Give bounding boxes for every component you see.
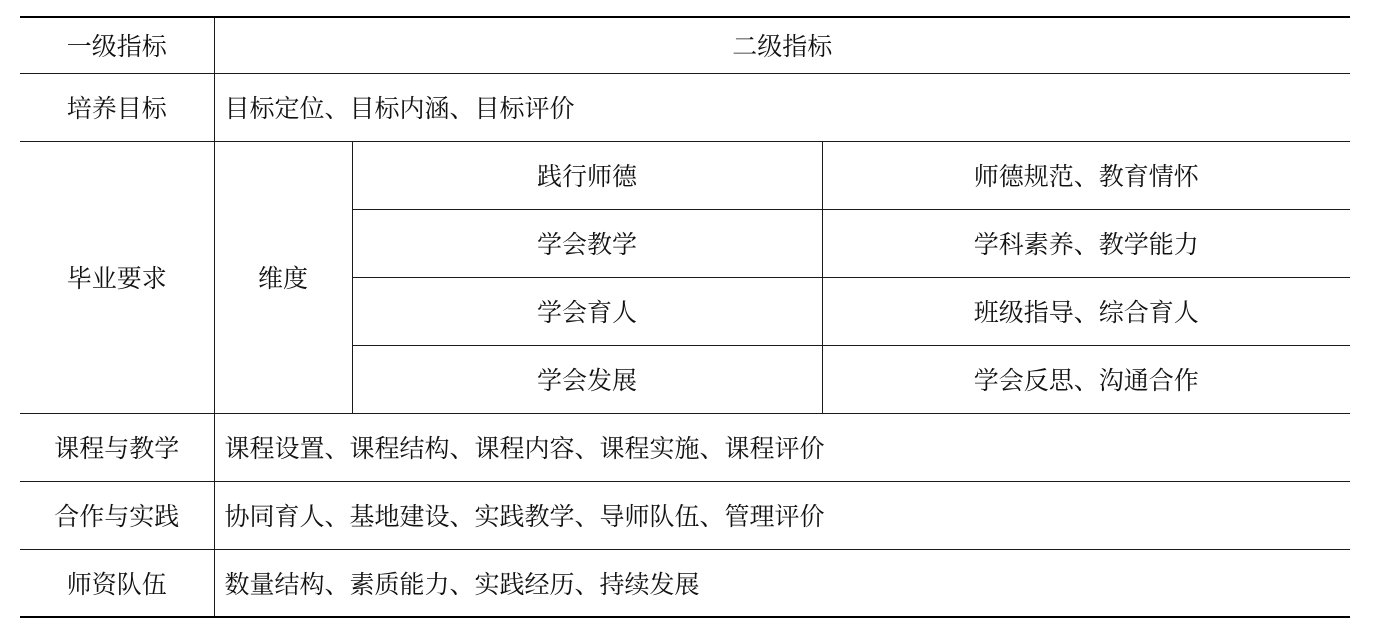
- dimension-name: 践行师德: [352, 141, 822, 209]
- dimension-items: 学科素养、教学能力: [822, 209, 1350, 277]
- row-level2: 目标定位、目标内涵、目标评价: [214, 73, 1350, 141]
- table-row: [20, 141, 1350, 209]
- table-row: [20, 481, 1350, 549]
- table-row: [20, 73, 1350, 141]
- dimension-name: 学会育人: [352, 277, 822, 345]
- dimension-label: 维度: [214, 141, 352, 413]
- indicator-table: [20, 16, 1350, 618]
- table-row: [20, 549, 1350, 617]
- row-level2: 课程设置、课程结构、课程内容、课程实施、课程评价: [214, 413, 1350, 481]
- header-level2: 二级指标: [214, 17, 1350, 73]
- row-level2: 数量结构、素质能力、实践经历、持续发展: [214, 549, 1350, 617]
- row-level1: 合作与实践: [20, 481, 214, 549]
- row-level1: 毕业要求: [20, 141, 214, 413]
- table-header-row: [20, 17, 1350, 73]
- row-level1: 课程与教学: [20, 413, 214, 481]
- dimension-items: 学会反思、沟通合作: [822, 345, 1350, 413]
- header-level1: 一级指标: [20, 17, 214, 73]
- dimension-name: 学会教学: [352, 209, 822, 277]
- indicator-table-container: [20, 16, 1350, 618]
- dimension-items: 班级指导、综合育人: [822, 277, 1350, 345]
- dimension-name: 学会发展: [352, 345, 822, 413]
- row-level1: 培养目标: [20, 73, 214, 141]
- row-level1: 师资队伍: [20, 549, 214, 617]
- dimension-items: 师德规范、教育情怀: [822, 141, 1350, 209]
- row-level2: 协同育人、基地建设、实践教学、导师队伍、管理评价: [214, 481, 1350, 549]
- table-row: [20, 413, 1350, 481]
